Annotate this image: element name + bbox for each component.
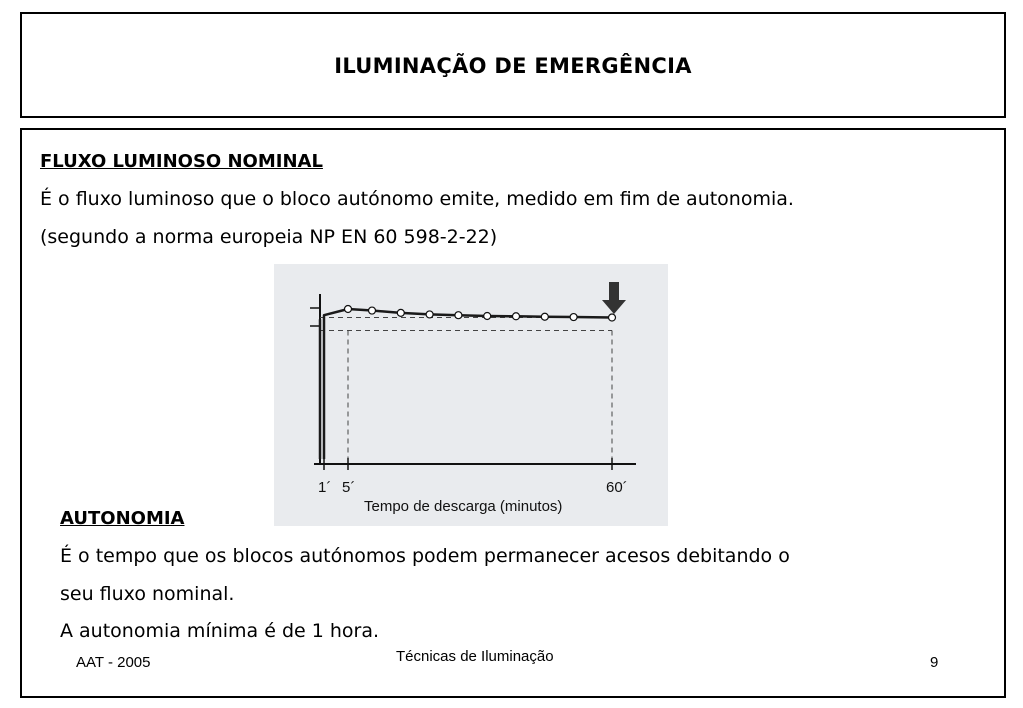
data-point	[397, 309, 404, 316]
page-number: 9	[930, 654, 939, 671]
x-tick-label: 1´	[318, 479, 332, 496]
discharge-chart	[274, 264, 668, 526]
data-point	[570, 314, 577, 321]
series-line	[324, 309, 612, 459]
fluxo-norm-reference: (segundo a norma europeia NP EN 60 598-2-22)	[40, 226, 498, 248]
x-tick-label: 60´	[606, 479, 628, 496]
x-tick-label: 5´	[342, 479, 356, 496]
chart-guides	[320, 318, 612, 464]
section-heading-autonomia: AUTONOMIA	[60, 508, 185, 529]
data-point	[609, 314, 616, 321]
data-point	[484, 312, 491, 319]
footer-author: AAT - 2005	[76, 654, 151, 671]
x-axis-label: Tempo de descarga (minutos)	[364, 498, 563, 515]
section-heading-fluxo: FLUXO LUMINOSO NOMINAL	[40, 151, 323, 172]
discharge-chart-svg	[274, 264, 668, 526]
chart-axes	[310, 294, 636, 464]
end-of-autonomy-arrow-icon	[602, 282, 626, 314]
chart-series	[320, 309, 612, 459]
fluxo-definition: É o fluxo luminoso que o bloco autónomo emite, medido em fim de autonomia.	[40, 188, 794, 210]
autonomia-minimum: A autonomia mínima é de 1 hora.	[60, 620, 380, 642]
data-point	[345, 306, 352, 313]
autonomia-definition-line2: seu fluxo nominal.	[60, 583, 235, 605]
data-point	[426, 311, 433, 318]
data-point	[369, 307, 376, 314]
chart-markers	[345, 306, 616, 322]
footer-title: Técnicas de Iluminação	[396, 648, 554, 665]
data-point	[541, 313, 548, 320]
page-title: ILUMINAÇÃO DE EMERGÊNCIA	[334, 54, 692, 78]
data-point	[513, 313, 520, 320]
title-box	[20, 12, 1006, 118]
data-point	[455, 312, 462, 319]
autonomia-definition-line1: É o tempo que os blocos autónomos podem permanecer acesos debitando o	[60, 545, 790, 567]
